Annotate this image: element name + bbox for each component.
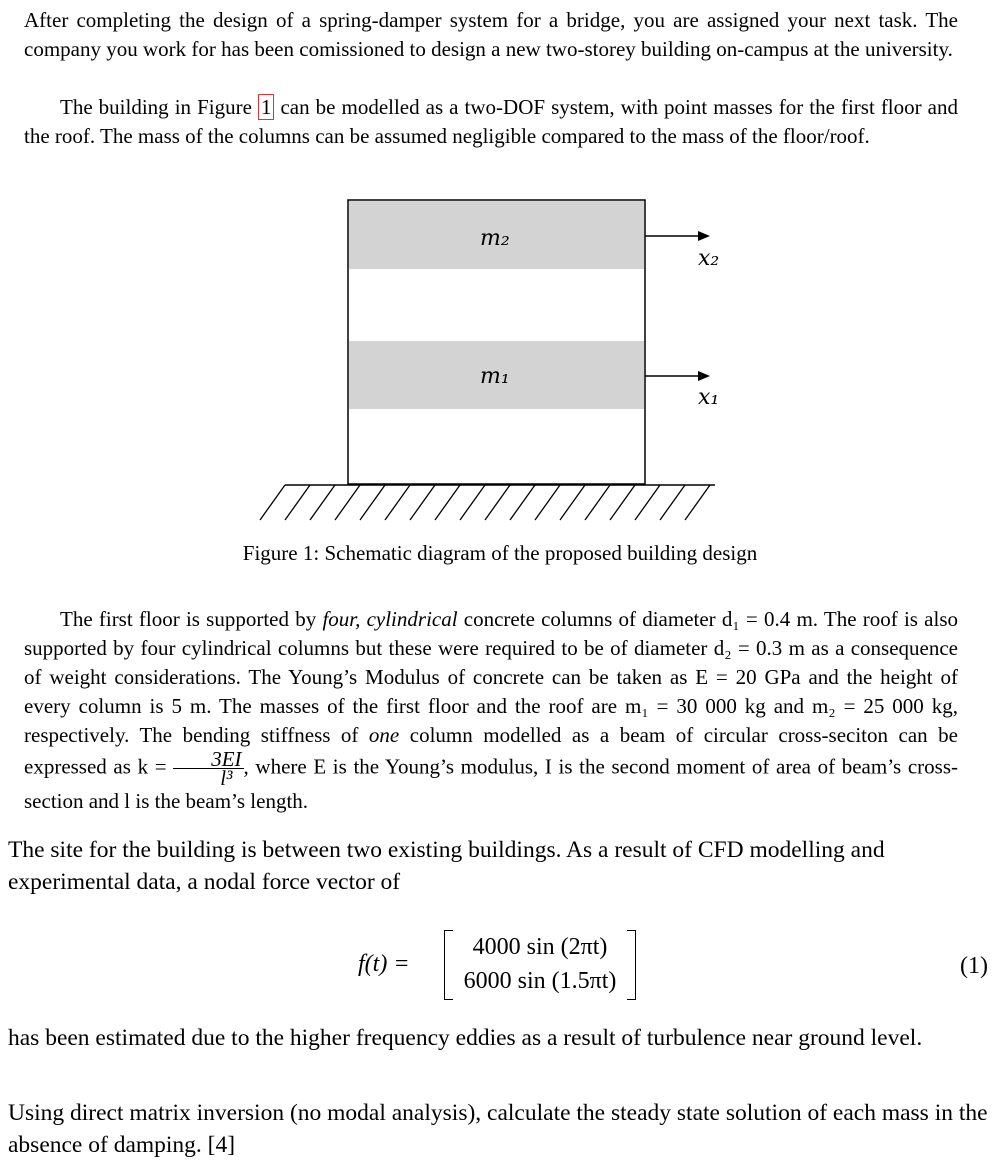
force-vector-row-2: 6000 sin (1.5πt) [463, 968, 617, 994]
equation-lhs: f(t) = [358, 951, 410, 977]
equation-number: (1) [960, 953, 988, 979]
problem-emph-2: one [368, 723, 400, 747]
after-equation-paragraph: has been estimated due to the higher frequency eddies as a result of turbulence near ground level. [8, 1025, 923, 1051]
figure-ref-link[interactable]: 1 [258, 94, 275, 120]
problem-text-2: concrete columns of diameter d₁ = 0.4 m. The roof is also supported by four cylindrical columns but these were required to be of diameter d₂ = 0.3 m as a consequence of weight considerations. The Young’s Modulus of concrete can be taken as E = 20 GPa and the height of every column is 5 m. The masses of the first floor and the roof are m₁ = 30 000 kg and m₂ = 25 000 kg, respectively. The bending stiffness of [24, 607, 958, 747]
bracket-left [444, 930, 453, 1000]
bracket-right [627, 930, 636, 1000]
problem-text-4: , where E is the Young’s modulus, I is the second moment of area of beam’s cross-section and l is the beam’s length. [24, 754, 958, 813]
ref-text-before: The building in Figure [60, 95, 258, 119]
label-m2: m₂ [480, 226, 510, 251]
site-paragraph: The site for the building is between two existing buildings. As a result of CFD modelling and experimental data, a nodal force vector of [8, 837, 885, 895]
ref-text-after: can be modelled as a two-DOF system, with point masses for the first floor and the roof. The mass of the columns can be assumed negligible compared to the mass of the floor/roof. [24, 95, 958, 148]
arrow-x2-head [698, 231, 710, 241]
task-paragraph: Using direct matrix inversion (no modal analysis), calculate the steady state solution of each mass in the absence of damping. [4] [8, 1100, 988, 1158]
problem-paragraph [24, 605, 958, 816]
force-vector-row-1: 4000 sin (2πt) [472, 934, 608, 960]
force-equation [0, 925, 1000, 1005]
label-x1: x₁ [698, 385, 720, 410]
problem-text-3: column modelled as a beam of circular cross-seciton can be expressed as k = [24, 723, 958, 779]
building-diagram [240, 190, 740, 530]
intro-paragraph [24, 6, 958, 64]
fraction-denominator: l³ [220, 766, 233, 790]
figure-reference-paragraph [24, 93, 958, 151]
fraction-numerator: 3EI [173, 750, 243, 769]
problem-text-1: The first floor is supported by [60, 607, 323, 631]
figure-caption: Figure 1: Schematic diagram of the proposed building design [242, 541, 758, 565]
arrow-x1-head [698, 371, 710, 381]
problem-emph-1: four, cylindrical [322, 607, 458, 631]
force-vector [444, 930, 636, 1000]
intro-text: After completing the design of a spring-damper system for a bridge, you are assigned your next task. The company you work for has been comissioned to design a new two-storey building on-campus at the university. [24, 8, 958, 61]
label-m1: m₁ [480, 364, 510, 389]
ground-hatching [260, 485, 710, 520]
label-x2: x₂ [698, 246, 720, 271]
stiffness-fraction [173, 747, 243, 790]
